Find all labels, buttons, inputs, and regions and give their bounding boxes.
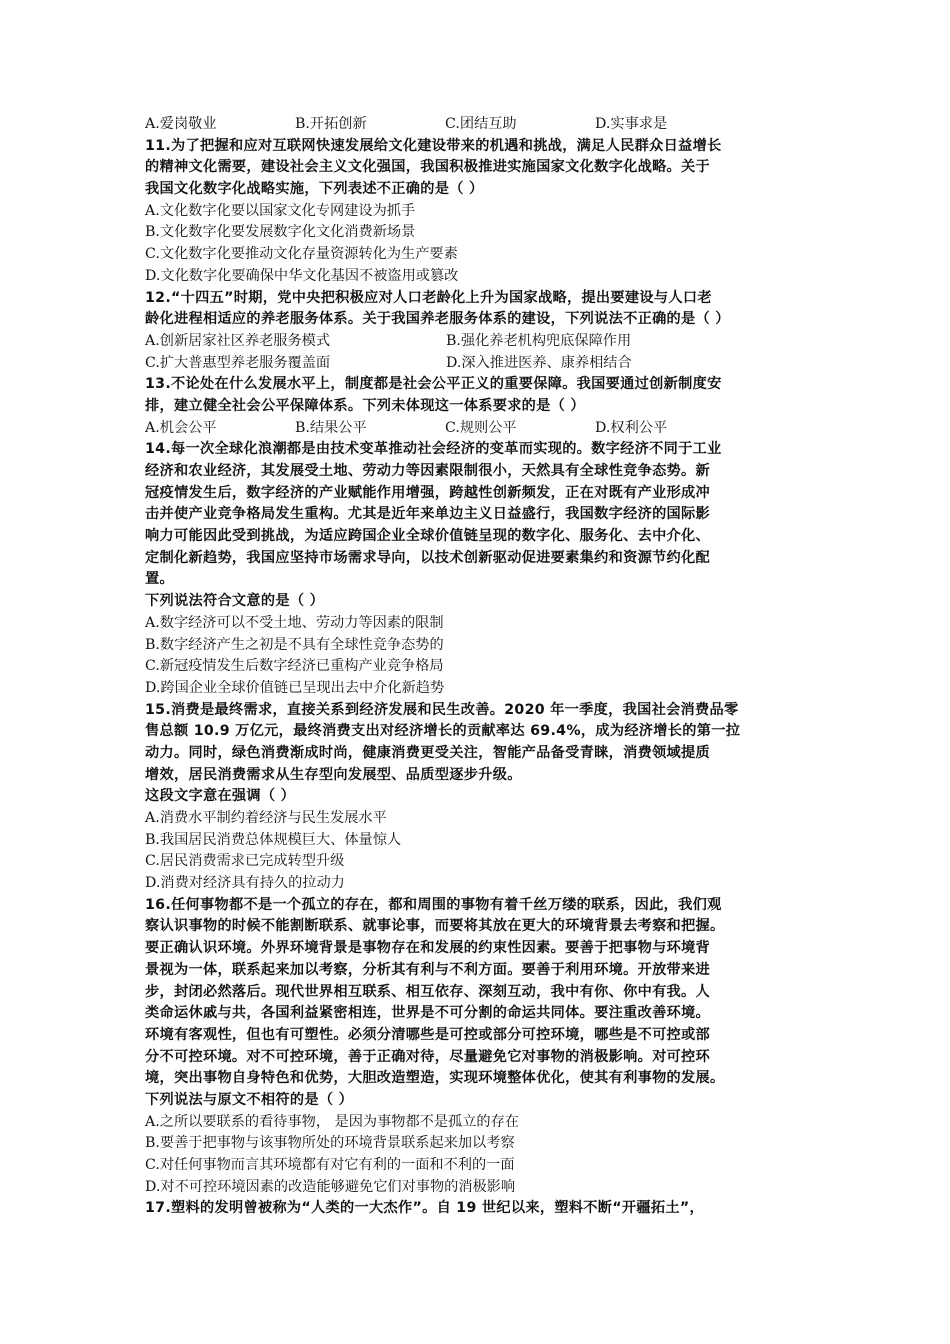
q14-option-b[interactable]: B.数字经济产生之初是不具有全球性竞争态势的	[145, 636, 444, 653]
q14-option-c[interactable]: C.新冠疫情发生后数字经济已重构产业竞争格局	[145, 658, 444, 675]
q13-option-d[interactable]: D.权利公平	[595, 419, 668, 436]
q16-option-c[interactable]: C.对任何事物而言其环境都有对它有利的一面和不利的一面	[145, 1157, 515, 1173]
q16-stem-line: 16.任何事物都不是一个孤立的存在，都和周围的事物有着千丝万缕的联系，因此，我们观	[145, 896, 722, 913]
question-11	[145, 136, 813, 288]
q11-option-b[interactable]: B.文化数字化要发展数字化文化消费新场景	[145, 224, 416, 241]
q13-option-c[interactable]: C.规则公平	[445, 419, 517, 436]
q12-option-c[interactable]: C.扩大普惠型养老服务覆盖面	[145, 354, 331, 371]
q11-option-c[interactable]: C.文化数字化要推动文化存量资源转化为生产要素	[145, 246, 458, 263]
q11-stem-line: 我国文化数字化战略实施，下列表述不正确的是（ ）	[145, 181, 484, 198]
q14-stem-line: 响力可能因此受到挑战，为适应跨国企业全球价值链呈现的数字化、服务化、去中介化、	[145, 528, 711, 545]
q14-stem-line: 击并使产业竞争格局发生重构。尤其是近年来单边主义日益盛行，我国数字经济的国际影	[145, 506, 711, 523]
q12-options-row	[145, 353, 813, 375]
exam-page	[145, 114, 813, 1220]
q10-option-c[interactable]: C.团结互助	[445, 116, 517, 132]
q14-option-d[interactable]: D.跨国企业全球价值链已呈现出去中介化新趋势	[145, 679, 445, 696]
q16-option-a[interactable]: A.之所以要联系的看待事物， 是因为事物都不是孤立的存在	[145, 1113, 519, 1130]
q13-stem-line: 排，建立健全社会公平保障体系。下列未体现这一体系要求的是（ ）	[145, 397, 585, 414]
q10-option-a[interactable]: A.爱岗敬业	[145, 116, 217, 132]
q16-stem-line: 要正确认识环境。外界环境背景是事物存在和发展的约束性因素。要善于把事物与环境背	[145, 940, 711, 957]
q10-option-b[interactable]: B.开拓创新	[295, 116, 367, 132]
question-15	[145, 700, 813, 895]
q16-stem-line: 景视为一体，联系起来加以考察，分析其有利与不利方面。要善于利用环境。开放带来进	[145, 961, 711, 978]
q10-options	[145, 114, 813, 136]
q14-stem-line: 定制化新趋势，我国应坚持市场需求导向，以技术创新驱动促进要素集约和资源节约化配	[145, 549, 711, 566]
q16-stem-line: 分不可控环境。对不可控环境，善于正确对待，尽量避免它对事物的消极影响。对可控环	[145, 1048, 711, 1065]
question-14	[145, 439, 813, 699]
q13-options	[145, 418, 813, 440]
question-13	[145, 374, 813, 439]
q15-stem-line: 15.消费是最终需求，直接关系到经济发展和民生改善。2020 年一季度，我国社会消费品零	[145, 701, 739, 718]
q16-stem-line: 类命运休戚与共，各国利益紧密相连，世界是不可分割的命运共同体。要注重改善环境。	[145, 1005, 711, 1022]
question-17	[145, 1198, 813, 1220]
q11-stem-line: 的精神文化需要，建设社会主义文化强国，我国积极推进实施国家文化数字化战略。关于	[145, 159, 711, 176]
q11-stem-line: 11.为了把握和应对互联网快速发展给文化建设带来的机遇和挑战，满足人民群众日益增长	[145, 137, 722, 154]
q14-stem-line: 冠疫情发生后，数字经济的产业赋能作用增强，跨越性创新频发，正在对既有产业形成冲	[145, 484, 711, 501]
q15-stem-line: 动力。同时，绿色消费渐成时尚，健康消费更受关注，智能产品备受青睐，消费领域提质	[145, 744, 711, 761]
q16-option-d[interactable]: D.对不可控环境因素的改造能够避免它们对事物的消极影响	[145, 1178, 516, 1195]
q12-option-b[interactable]: B.强化养老机构兜底保障作用	[446, 332, 632, 349]
q14-question-prompt: 下列说法符合文意的是（ ）	[145, 593, 325, 610]
q14-stem-line: 经济和农业经济，其发展受土地、劳动力等因素限制很小，天然具有全球性竞争态势。新	[145, 463, 711, 479]
q16-stem-line: 境，突出事物自身特色和优势，大胆改造塑造，实现环境整体优化，使其有利事物的发展。	[145, 1070, 725, 1087]
q10-option-d[interactable]: D.实事求是	[595, 116, 668, 132]
q16-question-prompt: 下列说法与原文不相符的是（ ）	[145, 1091, 354, 1108]
q16-option-b[interactable]: B.要善于把事物与该事物所处的环境背景联系起来加以考察	[145, 1135, 515, 1152]
q15-option-d[interactable]: D.消费对经济具有持久的拉动力	[145, 875, 345, 892]
q13-option-a[interactable]: A.机会公平	[145, 419, 217, 436]
q13-option-b[interactable]: B.结果公平	[295, 419, 367, 436]
q16-stem-line: 步，封闭必然落后。现代世界相互联系、相互依存、深刻互动，我中有你、你中有我。人	[145, 983, 711, 1000]
q13-stem-line: 13.不论处在什么发展水平上，制度都是社会公平正义的重要保障。我国要通过创新制度安	[145, 376, 722, 393]
q12-option-a[interactable]: A.创新居家社区养老服务模式	[145, 332, 331, 349]
q12-options-row	[145, 331, 813, 353]
q15-stem-line: 增效，居民消费需求从生存型向发展型、品质型逐步升级。	[145, 766, 522, 783]
q12-option-d[interactable]: D.深入推进医养、康养相结合	[446, 354, 632, 371]
q12-stem-line: 龄化进程相适应的养老服务体系。关于我国养老服务体系的建设，下列说法不正确的是（ ）	[145, 311, 730, 328]
q12-stem-line: 12.“十四五”时期，党中央把积极应对人口老龄化上升为国家战略，提出要建设与人口老	[145, 289, 712, 306]
q11-option-a[interactable]: A.文化数字化要以国家文化专网建设为抓手	[145, 202, 416, 219]
q15-stem-line: 售总额 10.9 万亿元，最终消费支出对经济增长的贡献率达 69.4%，成为经济增长的第一拉	[145, 723, 741, 740]
q15-question-prompt: 这段文字意在强调（ ）	[145, 788, 296, 805]
q15-option-a[interactable]: A.消费水平制约着经济与民生发展水平	[145, 810, 387, 826]
q11-option-d[interactable]: D.文化数字化要确保中华文化基因不被盗用或篡改	[145, 267, 459, 284]
q15-option-c[interactable]: C.居民消费需求已完成转型升级	[145, 853, 345, 870]
q14-stem-line: 置。	[145, 571, 174, 588]
q17-stem-line: 17.塑料的发明曾被称为“人类的一大杰作”。自 19 世纪以来，塑料不断“开疆拓土”，	[145, 1200, 704, 1217]
q16-stem-line: 环境有客观性，但也有可塑性。必须分清哪些是可控或部分可控环境，哪些是不可控或部	[145, 1026, 711, 1043]
question-16	[145, 895, 813, 1199]
q14-option-a[interactable]: A.数字经济可以不受土地、劳动力等因素的限制	[145, 614, 444, 631]
q15-option-b[interactable]: B.我国居民消费总体规模巨大、体量惊人	[145, 831, 402, 848]
question-12	[145, 288, 813, 375]
q14-stem-line: 14.每一次全球化浪潮都是由技术变革推动社会经济的变革而实现的。数字经济不同于工业	[145, 441, 722, 458]
q16-stem-line: 察认识事物的时候不能割断联系、就事论事，而要将其放在更大的环境背景去考察和把握。	[145, 918, 725, 935]
